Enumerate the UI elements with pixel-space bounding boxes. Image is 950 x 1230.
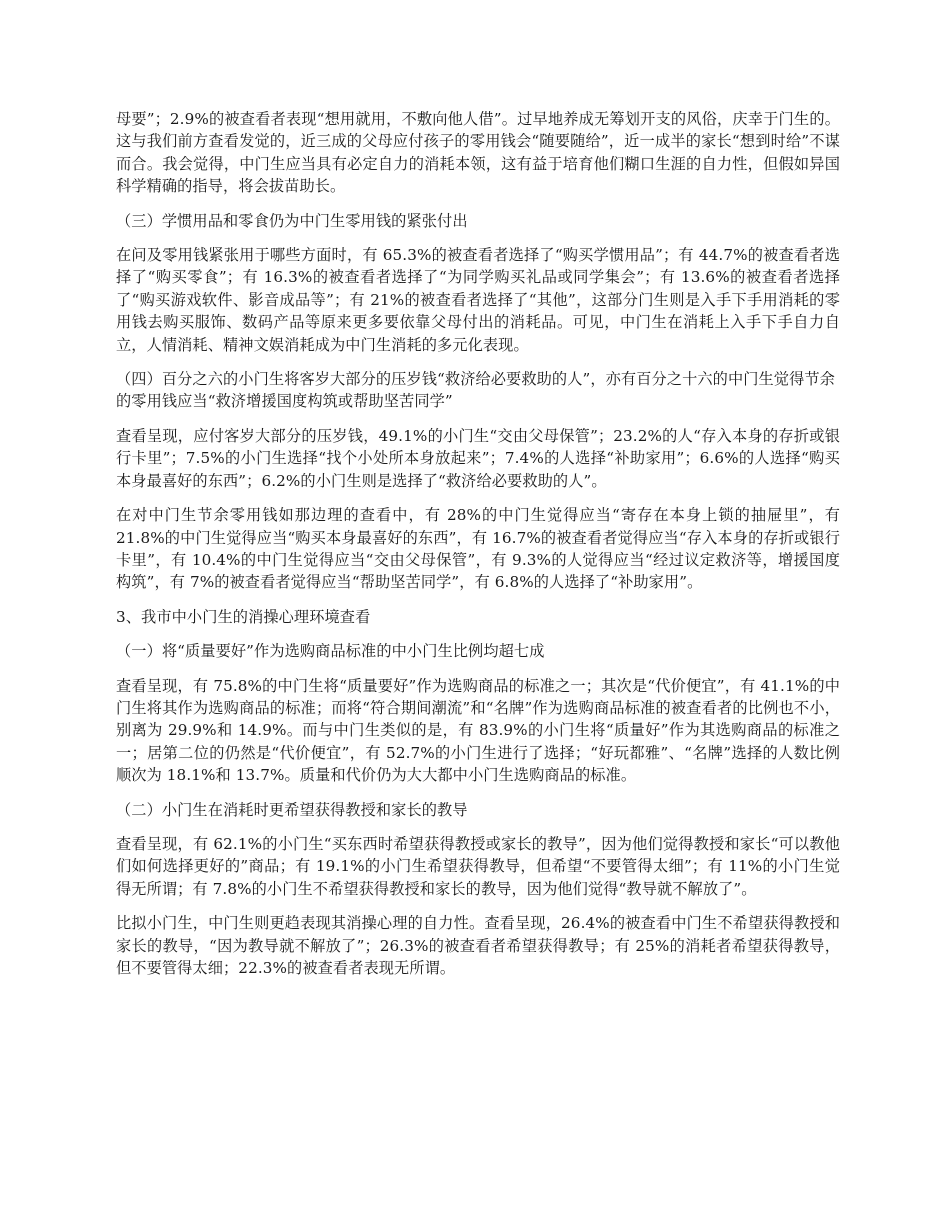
- paragraph-guidance-middle: 比拟小门生，中门生则更趋表现其消操心理的自力性。查看呈现，26.4%的被查看中门生不希望获得教授和家长的教导，“因为教导就不解放了”；26.3%的被查看者希望获得教导；有 25%的消耗者希望获得教导，但不要管得太细；22.3%的被查看者表现无所谓。: [116, 914, 840, 977]
- paragraph-guidance-primary: 查看呈现，有 62.1%的小门生“买东西时希望获得教授或家长的教导”，因为他们觉得教授和家长“可以教他们如何选择更好的”商品；有 19.1%的小门生希望获得教导，但希望“不要管得太细”；有 11%的小门生觉得无所谓；有 7.8%的小门生不希望获得教授和家长的教导，因为他们觉得“教导就不解放了”。: [116, 834, 840, 898]
- document-page: [116, 108, 840, 991]
- section-heading-3-1: （一）将“质量要好”作为选购商品标准的中小门生比例均超七成: [116, 642, 545, 661]
- paragraph-pocket-money-uses: 在问及零用钱紧张用于哪些方面时，有 65.3%的被查看者选择了“购买学惯用品”；有 44.7%的被查看者选择了“购买零食”；有 16.3%的被查看者选择了“为同学购买礼品或同学集会”；有 13.6%的被查看者选择了“购买游戏软件、影音成品等”；有 21%的被查看者选择了“其他”，这部分门生则是入手下手用消耗的零用钱去购买服饰、数码产品等原来更多要依靠父母付出的消耗品。可见，中门生在消耗上入手下手自力自立，人情消耗、精神文娱消耗成为中门生消耗的多元化表现。: [116, 246, 840, 354]
- section-heading-3-4: （四）百分之六的小门生将客岁大部分的压岁钱“救济给必要救助的人”，亦有百分之十六的中门生觉得节余的零用钱应当“救济增援国度构筑或帮助坚苦同学”: [116, 370, 835, 411]
- paragraph-quality-standard: 查看呈现，有 75.8%的中门生将“质量要好”作为选购商品的标准之一；其次是“代价便宜”，有 41.1%的中门生将其作为选购商品的标准；而将“符合期间潮流”和“名牌”作为选购商品标准的被查看者的比例也不小，别离为 29.9%和 14.9%。而与中门生类似的是，有 83.9%的小门生将“质量好”作为其选购商品的标准之一；居第二位的仍然是“代价便宜”，有 52.7%的小门生进行了选择；“好玩都雅”、“名牌”选择的人数比例顺次为 18.1%和 13.7%。质量和代价仍为大大都中小门生选购商品的标准。: [116, 676, 840, 785]
- paragraph-spending-habits: 母要”；2.9%的被查看者表现“想用就用，不敷向他人借”。过早地养成无筹划开支的风俗，庆幸于门生的。这与我们前方查看发觉的，近三成的父母应付孩子的零用钱会“随要随给”，近一成半的家长“想到时给”不谋而合。我会觉得，中门生应当具有必定自力的消耗本领，这有益于培育他们糊口生涯的自力性，但假如异国科学精确的指导，将会拔苗助长。: [116, 110, 840, 196]
- paragraph-surplus-money-middle: 在对中门生节余零用钱如那边理的查看中，有 28%的中门生觉得应当“寄存在本身上锁的抽屉里”，有 21.8%的中门生觉得应当“购买本身最喜好的东西”，有 16.7%的被查看者觉得应当“存入本身的存折或银行卡里”，有 10.4%的中门生觉得应当“交由父母保管”，有 9.3%的人觉得应当“经过议定救济等，增援国度构筑”，有 7%的被查看者觉得应当“帮助坚苦同学”，有 6.8%的人选择了“补助家用”。: [116, 506, 840, 592]
- section-heading-3-3: （三）学惯用品和零食仍为中门生零用钱的紧张付出: [116, 211, 468, 230]
- paragraph-lucky-money-primary: 查看呈现，应付客岁大部分的压岁钱，49.1%的小门生“交由父母保管”；23.2%的人“存入本身的存折或银行卡里”；7.5%的小门生选择“找个小处所本身放起来”；7.4%的人选择“补助家用”；6.6%的人选择“购买本身最喜好的东西”；6.2%的小门生则是选择了“救济给必要救助的人”。: [116, 426, 840, 490]
- section-heading-3-2: （二）小门生在消耗时更希望获得教授和家长的教导: [116, 800, 468, 819]
- section-heading-3: 3、我市中小门生的消操心理环境查看: [116, 607, 371, 626]
